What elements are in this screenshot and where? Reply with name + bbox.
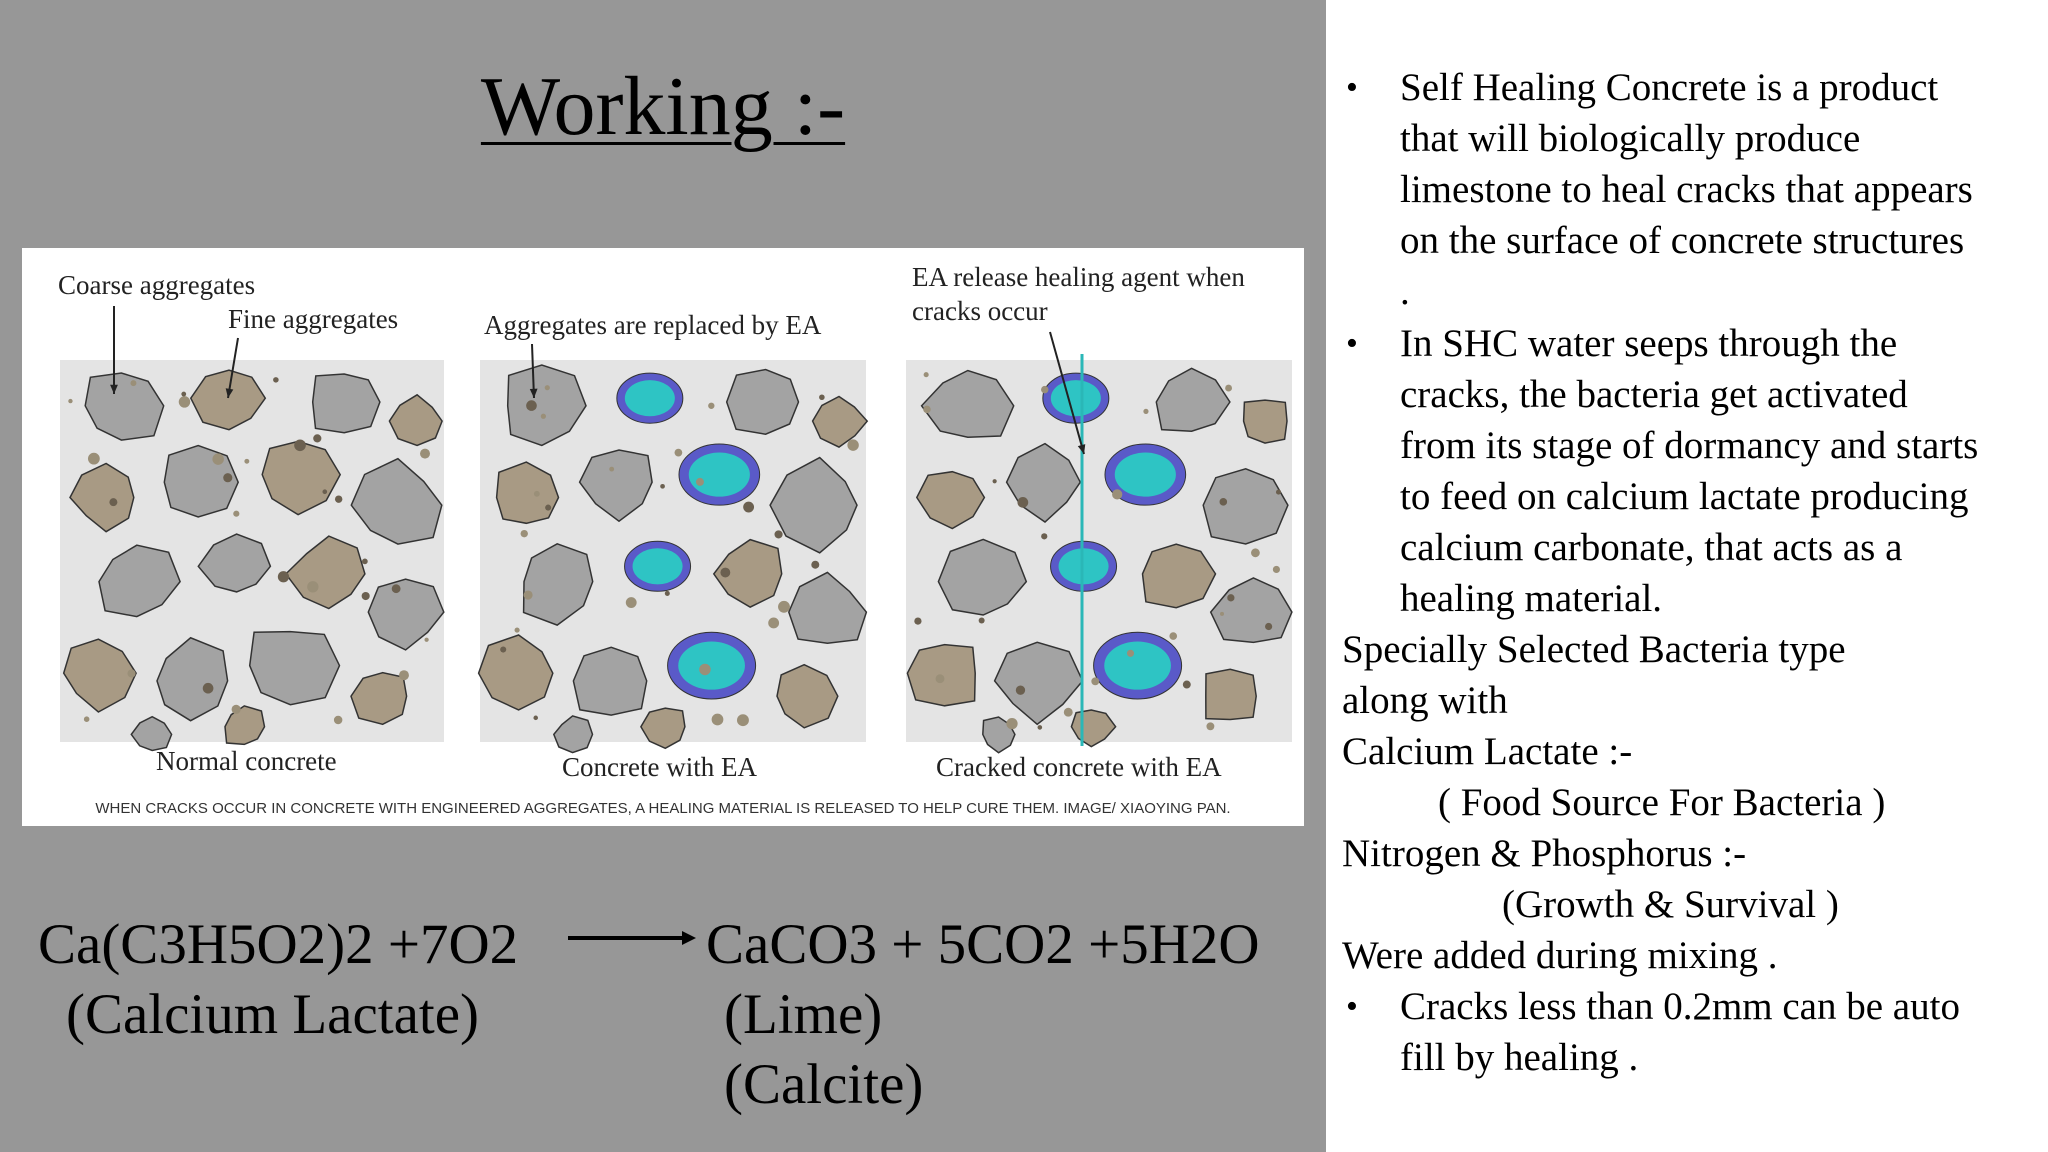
- fine-aggregate: [979, 617, 985, 623]
- reactant-name: (Calcium Lactate): [66, 983, 480, 1046]
- equation-reactants: Ca(C3H5O2)2 +7O2: [38, 913, 519, 976]
- fine-aggregate: [223, 473, 232, 482]
- fine-aggregate: [362, 559, 368, 565]
- fine-aggregate: [109, 498, 117, 506]
- fine-aggregate: [362, 592, 370, 600]
- label-ea-release-2: cracks occur: [912, 296, 1048, 326]
- bullet-2-line-1: In SHC water seeps through the: [1400, 322, 1898, 365]
- aggregate-stone: [727, 370, 799, 435]
- fine-aggregate: [847, 439, 858, 450]
- fine-aggregate: [1251, 548, 1260, 557]
- label-aggregates-replaced: Aggregates are replaced by EA: [484, 310, 822, 340]
- fine-aggregate: [811, 561, 819, 569]
- fine-aggregate: [534, 491, 540, 497]
- fine-aggregate: [1169, 632, 1177, 640]
- fine-aggregate: [526, 400, 537, 411]
- fine-aggregate: [993, 479, 997, 483]
- bullet-2-dot: •: [1346, 325, 1358, 362]
- ea-core: [1104, 642, 1171, 690]
- bullet-1-dot: •: [1346, 69, 1358, 106]
- ea-core: [1115, 453, 1176, 497]
- aggregate-stone: [250, 632, 340, 705]
- fine-aggregate: [212, 453, 223, 464]
- fine-aggregate: [1183, 681, 1191, 689]
- fine-aggregate: [936, 674, 945, 683]
- bullet-2-line-4: to feed on calcium lactate producing: [1400, 475, 1969, 518]
- fine-aggregate: [923, 406, 930, 413]
- bullet-3-line-2: fill by healing .: [1400, 1036, 1639, 1079]
- fine-aggregate: [399, 670, 409, 680]
- aggregate-stone: [573, 647, 646, 715]
- fine-aggregate: [88, 453, 100, 465]
- fine-aggregate: [1143, 409, 1148, 414]
- product-name-calcite: (Calcite): [724, 1053, 924, 1116]
- bacteria-line-1: Specially Selected Bacteria type: [1342, 628, 1846, 671]
- fine-aggregate: [130, 380, 136, 386]
- fine-aggregate: [1127, 650, 1134, 657]
- ea-core: [678, 642, 745, 690]
- product-name-lime: (Lime): [724, 983, 883, 1046]
- fine-aggregate: [774, 530, 782, 538]
- fine-aggregate: [521, 530, 528, 537]
- figure-caption: WHEN CRACKS OCCUR IN CONCRETE WITH ENGINEERED AGGREGATES, A HEALING MATERIAL IS RELEASED TO HELP CURE THEM. IMAGE/ XIAOYING PAN.: [95, 800, 1231, 817]
- fine-aggregate: [720, 568, 730, 578]
- label-cracked-concrete: Cracked concrete with EA: [936, 752, 1222, 782]
- aggregate-stone: [1206, 669, 1256, 719]
- fine-aggregate: [424, 638, 428, 642]
- fine-aggregate: [1041, 386, 1048, 393]
- aggregate-stone: [641, 708, 685, 748]
- label-coarse-aggregates: Coarse aggregates: [58, 270, 256, 300]
- fine-aggregate: [1064, 708, 1073, 717]
- fine-aggregate: [778, 601, 790, 613]
- label-normal-concrete: Normal concrete: [156, 746, 337, 776]
- bullet-1-line-2: that will biologically produce: [1400, 117, 1861, 160]
- fine-aggregate: [273, 377, 279, 383]
- calcium-lactate-heading: Calcium Lactate :-: [1342, 730, 1633, 773]
- fine-aggregate: [1220, 498, 1228, 506]
- fine-aggregate: [335, 495, 342, 502]
- fine-aggregate: [699, 664, 710, 675]
- fine-aggregate: [420, 449, 430, 459]
- fine-aggregate: [68, 399, 72, 403]
- fine-aggregate: [1206, 722, 1214, 730]
- fine-aggregate: [1276, 490, 1281, 495]
- fine-aggregate: [708, 403, 714, 409]
- fine-aggregate: [541, 414, 546, 419]
- fine-aggregate: [127, 669, 135, 677]
- fine-aggregate: [819, 394, 825, 400]
- fine-aggregate: [626, 597, 637, 608]
- bullet-2-line-2: cracks, the bacteria get activated: [1400, 373, 1908, 416]
- fine-aggregate: [515, 628, 520, 633]
- fine-aggregate: [244, 459, 249, 464]
- fine-aggregate: [1225, 385, 1232, 392]
- label-concrete-with-ea: Concrete with EA: [562, 752, 757, 782]
- fine-aggregate: [1091, 677, 1099, 685]
- fine-aggregate: [524, 590, 533, 599]
- fine-aggregate: [1016, 686, 1025, 695]
- ea-core: [625, 380, 675, 416]
- fine-aggregate: [1220, 612, 1224, 616]
- fine-aggregate: [914, 617, 921, 624]
- fine-aggregate: [660, 484, 665, 489]
- fine-aggregate: [322, 489, 327, 494]
- fine-aggregate: [1041, 533, 1047, 539]
- fine-aggregate: [232, 705, 241, 714]
- fine-aggregate: [313, 434, 321, 442]
- ea-core: [1059, 548, 1109, 584]
- bullet-3-line-1: Cracks less than 0.2mm can be auto: [1400, 985, 1960, 1028]
- calcium-lactate-note: ( Food Source For Bacteria ): [1438, 781, 1886, 824]
- fine-aggregate: [665, 591, 670, 596]
- fine-aggregate: [1038, 725, 1043, 730]
- fine-aggregate: [609, 467, 614, 472]
- fine-aggregate: [545, 505, 551, 511]
- fine-aggregate: [278, 571, 289, 582]
- fine-aggregate: [696, 478, 704, 486]
- bullet-1-line-3: limestone to heal cracks that appears: [1400, 168, 1973, 211]
- bullet-1-line-4: on the surface of concrete structures: [1400, 219, 1965, 262]
- label-fine-aggregates: Fine aggregates: [228, 304, 399, 334]
- fine-aggregate: [84, 716, 90, 722]
- mixing-line: Were added during mixing .: [1342, 934, 1778, 977]
- fine-aggregate: [1265, 623, 1272, 630]
- fine-aggregate: [768, 618, 779, 629]
- fine-aggregate: [743, 502, 754, 513]
- bullet-1-line-1: Self Healing Concrete is a product: [1400, 66, 1939, 109]
- bacteria-line-2: along with: [1342, 679, 1508, 722]
- fine-aggregate: [924, 372, 929, 377]
- ea-core: [1051, 380, 1101, 416]
- fine-aggregate: [1006, 718, 1017, 729]
- fine-aggregate: [233, 511, 239, 517]
- fine-aggregate: [307, 581, 318, 592]
- concrete-figure: [22, 248, 1304, 826]
- ea-core: [633, 548, 683, 584]
- aggregate-stone: [313, 374, 380, 433]
- bullet-1-line-5: .: [1400, 270, 1410, 313]
- fine-aggregate: [737, 714, 749, 726]
- ea-core: [689, 453, 750, 497]
- fine-aggregate: [500, 646, 506, 652]
- fine-aggregate: [203, 683, 214, 694]
- fine-aggregate: [294, 439, 306, 451]
- bullet-2-line-6: healing material.: [1400, 577, 1663, 620]
- bullet-2-line-3: from its stage of dormancy and starts: [1400, 424, 1979, 467]
- bullet-2-line-5: calcium carbonate, that acts as a: [1400, 526, 1903, 569]
- fine-aggregate: [1227, 594, 1234, 601]
- fine-aggregate: [1273, 566, 1280, 573]
- nitrogen-phosphorus-heading: Nitrogen & Phosphorus :-: [1342, 832, 1747, 875]
- equation-products: CaCO3 + 5CO2 +5H2O: [706, 913, 1260, 976]
- right-pane: [1326, 0, 2048, 1152]
- label-ea-release-1: EA release healing agent when: [912, 262, 1245, 292]
- fine-aggregate: [533, 716, 538, 721]
- fine-aggregate: [179, 396, 190, 407]
- fine-aggregate: [1017, 497, 1028, 508]
- fine-aggregate: [334, 716, 343, 725]
- fine-aggregate: [675, 449, 683, 457]
- fine-aggregate: [1112, 489, 1122, 499]
- slide-title: Working :-: [480, 60, 846, 153]
- fine-aggregate: [392, 584, 401, 593]
- reaction-arrow-icon: [566, 923, 698, 953]
- nitrogen-phosphorus-note: (Growth & Survival ): [1502, 883, 1839, 926]
- bullet-3-dot: •: [1346, 988, 1358, 1025]
- aggregate-stone: [1244, 400, 1287, 443]
- fine-aggregate: [712, 714, 724, 726]
- fine-aggregate: [545, 385, 550, 390]
- fine-aggregate: [181, 392, 186, 397]
